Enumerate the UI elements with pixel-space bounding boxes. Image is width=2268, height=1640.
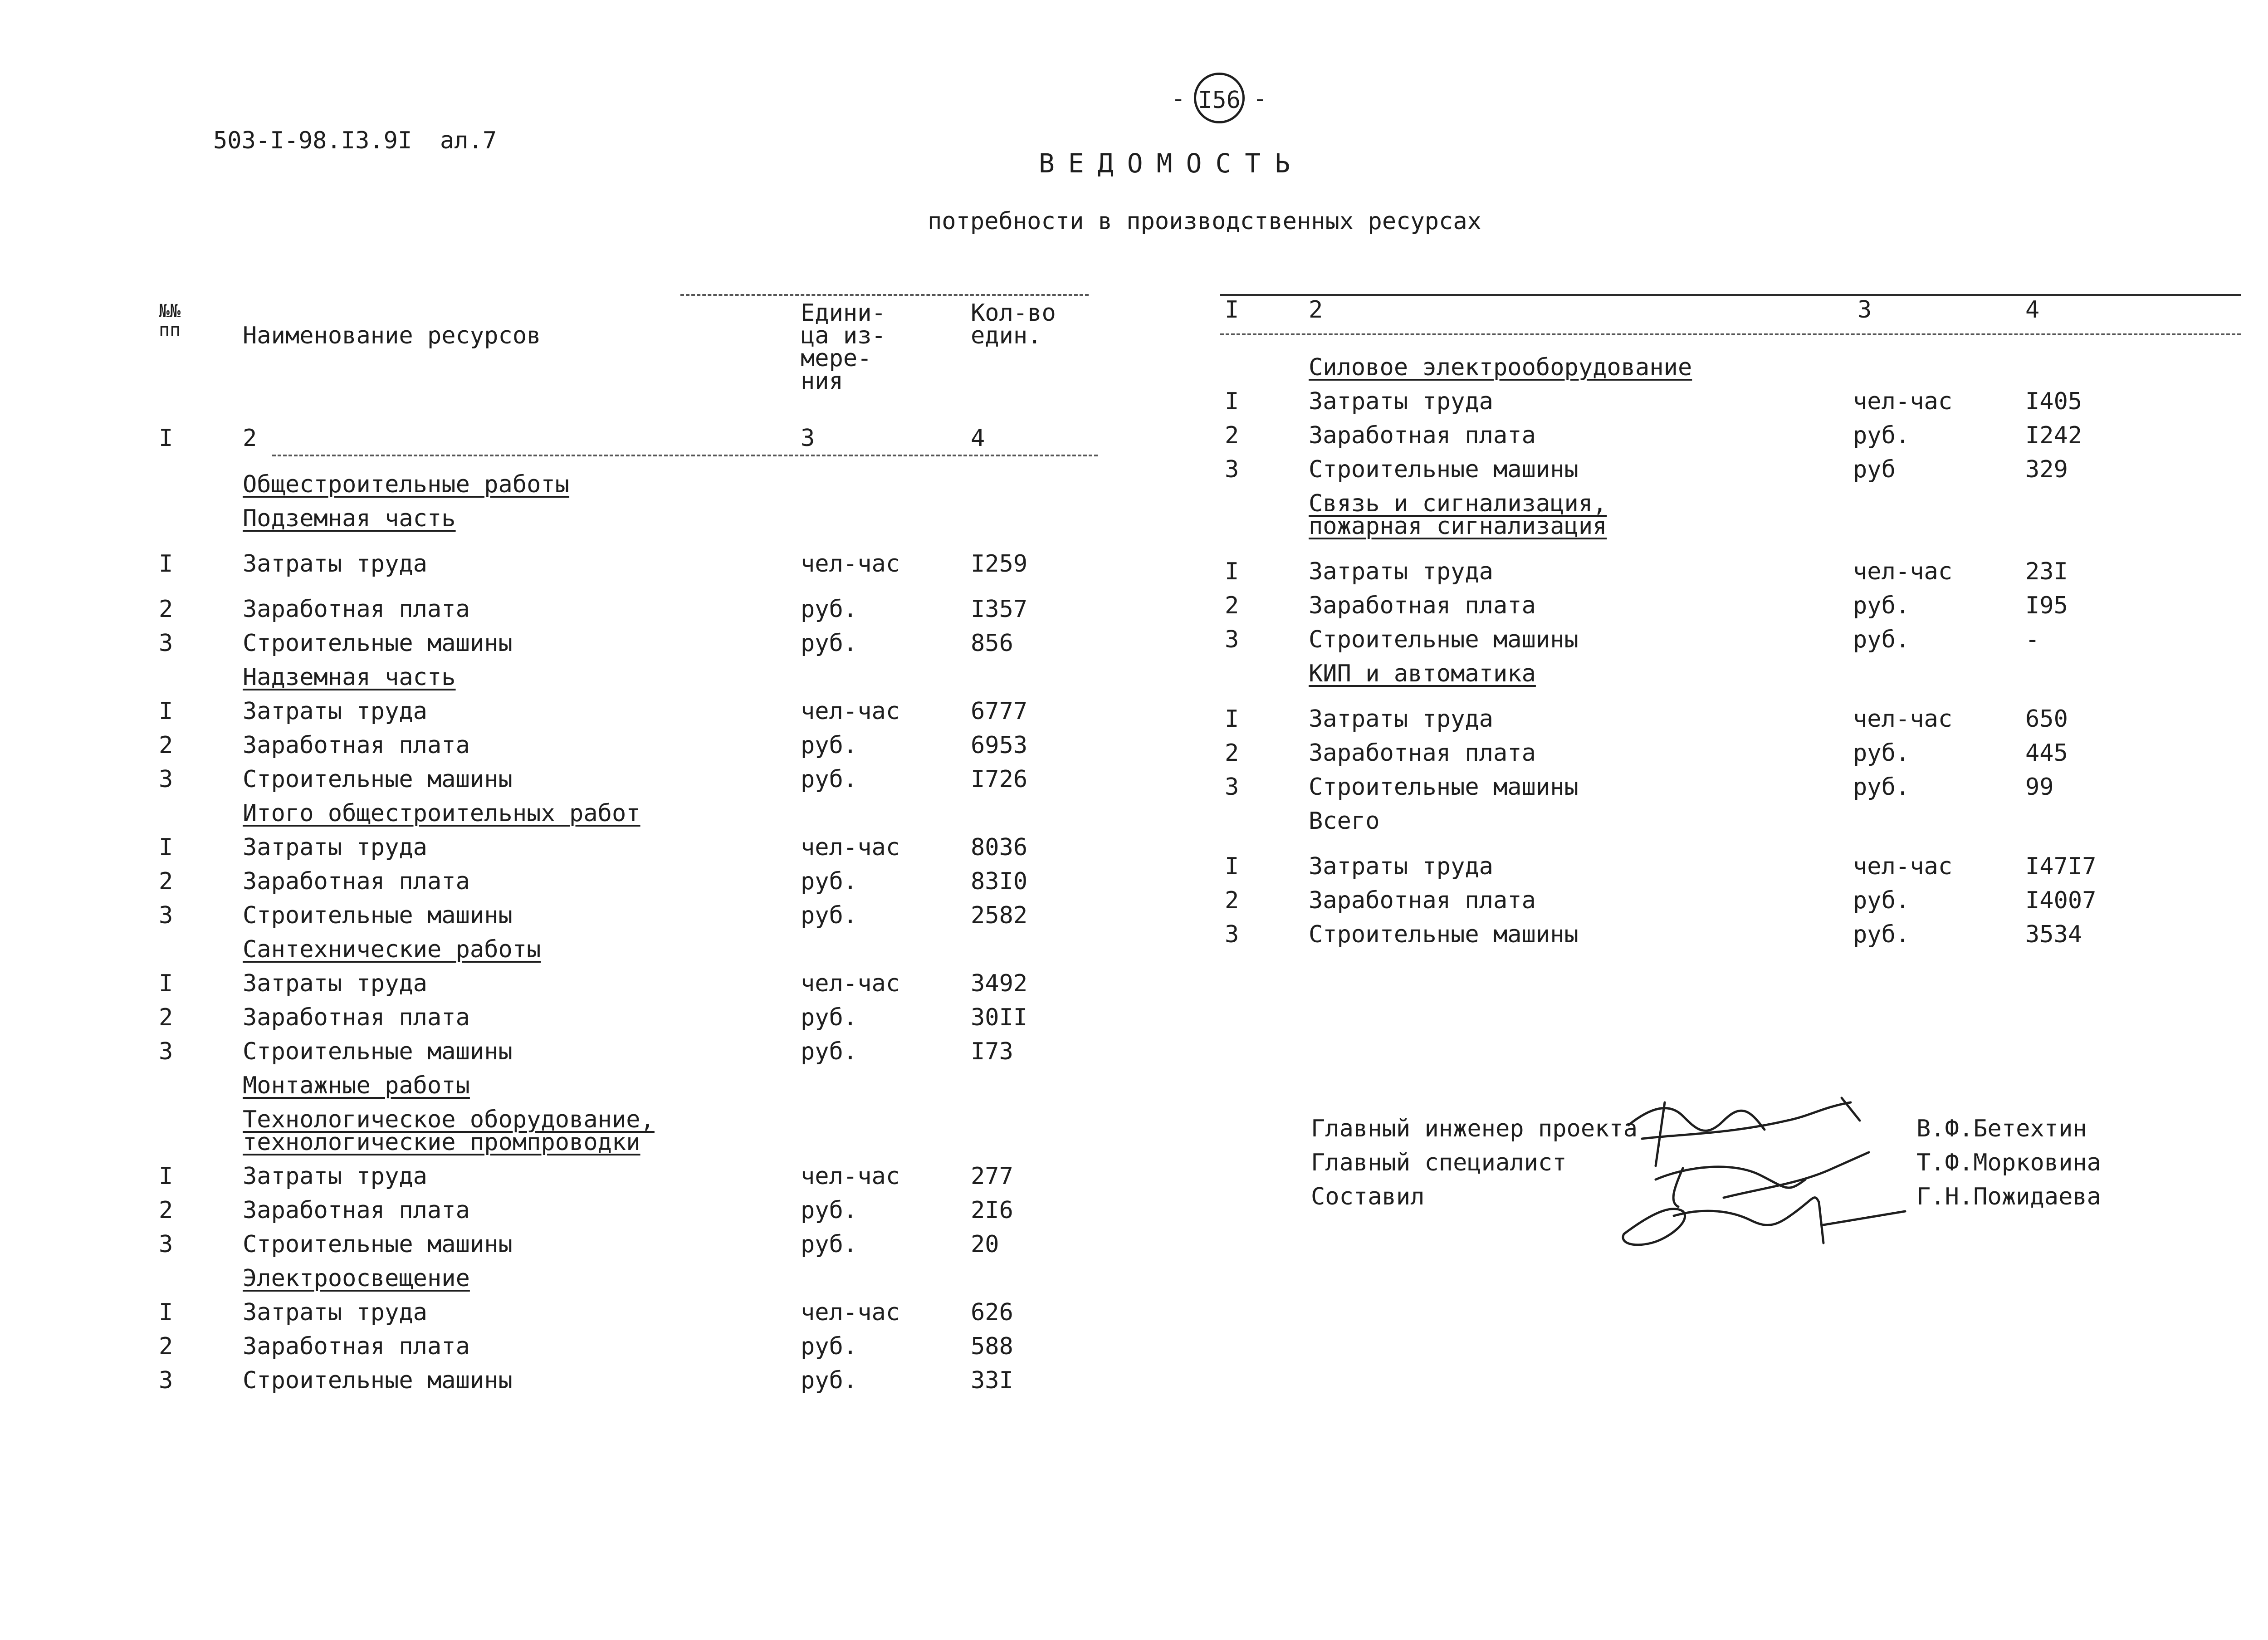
row-number: 3	[159, 1231, 173, 1258]
resource-name: Затраты труда	[243, 834, 427, 861]
row-number: 3	[1225, 921, 1239, 948]
unit-cell: руб.	[801, 1231, 858, 1258]
row-number: 2	[159, 868, 173, 895]
resource-name: Заработная плата	[243, 596, 470, 623]
row-number: 2	[159, 1004, 173, 1031]
signature-name-1: В.Ф.Бетехтин	[1916, 1115, 2087, 1142]
resource-name: Затраты труда	[1309, 705, 1493, 733]
quantity-cell: 2582	[971, 902, 1028, 929]
signature-role-1: Главный инженер проекта	[1311, 1115, 1638, 1142]
signature-role-2: Главный специалист	[1311, 1149, 1567, 1176]
section-heading: технологические промпроводки	[243, 1129, 640, 1156]
resource-name: Заработная плата	[1309, 422, 1536, 449]
right-col-number-4: 4	[2025, 296, 2040, 323]
quantity-cell: 33I	[971, 1367, 1013, 1394]
sheet-label: ал.7	[440, 127, 497, 154]
page-number-dash-left: -	[1171, 85, 1186, 113]
resource-name: Затраты труда	[243, 1299, 427, 1326]
unit-cell: руб.	[801, 1367, 858, 1394]
left-col-number-4: 4	[971, 425, 985, 452]
resource-name: Строительные машины	[1309, 456, 1579, 483]
resource-name: Затраты труда	[243, 698, 427, 725]
unit-cell: руб	[1853, 456, 1896, 483]
quantity-cell: I259	[971, 550, 1028, 578]
unit-cell: чел-час	[1853, 388, 1953, 415]
row-number: 3	[159, 902, 173, 929]
quantity-cell: 277	[971, 1163, 1013, 1190]
row-number: 3	[1225, 626, 1239, 653]
quantity-cell: 23I	[2025, 558, 2068, 585]
row-number: I	[159, 550, 173, 578]
section-heading: пожарная сигнализация	[1309, 513, 1607, 540]
quantity-cell: 83I0	[971, 868, 1028, 895]
row-number: 3	[1225, 456, 1239, 483]
document-title: ВЕДОМОСТЬ	[1039, 148, 1304, 179]
row-number: 2	[1225, 422, 1239, 449]
quantity-cell: 2I6	[971, 1197, 1013, 1224]
section-heading: Силовое электрооборудование	[1309, 354, 1692, 381]
unit-cell: руб.	[801, 1038, 858, 1065]
quantity-cell: 3492	[971, 970, 1028, 997]
left-col-header-num: №№ пп	[159, 301, 181, 341]
resource-name: Затраты труда	[243, 1163, 427, 1190]
unit-cell: чел-час	[801, 550, 900, 578]
document-code: 503-I-98.I3.9I	[213, 127, 412, 154]
row-number: 3	[1225, 773, 1239, 801]
quantity-cell: I73	[971, 1038, 1013, 1065]
row-number: 2	[159, 732, 173, 759]
resource-name: Затраты труда	[243, 550, 427, 578]
resource-name: Строительные машины	[243, 766, 513, 793]
quantity-cell: 30II	[971, 1004, 1028, 1031]
unit-cell: чел-час	[1853, 853, 1953, 880]
resource-name: Строительные машины	[243, 902, 513, 929]
row-number: 3	[159, 1038, 173, 1065]
resource-name: Затраты труда	[1309, 853, 1493, 880]
unit-cell: руб.	[801, 868, 858, 895]
row-number: 2	[159, 1333, 173, 1360]
left-col-header-name: Наименование ресурсов	[243, 322, 541, 349]
unit-cell: чел-час	[801, 1163, 900, 1190]
row-number: I	[159, 1163, 173, 1190]
unit-cell: руб.	[1853, 626, 1910, 653]
quantity-cell: 626	[971, 1299, 1013, 1326]
section-heading: Надземная часть	[243, 664, 456, 691]
left-col-header-qty: Кол-во един.	[971, 299, 1056, 349]
unit-cell: руб.	[801, 766, 858, 793]
resource-name: Строительные машины	[1309, 773, 1579, 801]
row-number: 3	[159, 766, 173, 793]
resource-name: Заработная плата	[243, 1333, 470, 1360]
row-number: I	[159, 834, 173, 861]
quantity-cell: I357	[971, 596, 1028, 623]
unit-cell: чел-час	[801, 970, 900, 997]
left-table-top-rule	[680, 294, 1089, 296]
resource-name: Строительные машины	[243, 1367, 513, 1394]
unit-cell: руб.	[1853, 422, 1910, 449]
section-heading: Сантехнические работы	[243, 936, 541, 963]
resource-name: Затраты труда	[243, 970, 427, 997]
row-number: 2	[1225, 739, 1239, 767]
row-number: 2	[1225, 887, 1239, 914]
unit-cell: руб.	[801, 1333, 858, 1360]
right-table-header-rule	[1220, 333, 2241, 335]
left-col-number-3: 3	[801, 425, 815, 452]
resource-name: Заработная плата	[1309, 887, 1536, 914]
resource-name: Заработная плата	[243, 732, 470, 759]
row-number: 3	[159, 1367, 173, 1394]
quantity-cell: 3534	[2025, 921, 2082, 948]
left-col-number-1: I	[159, 425, 173, 452]
quantity-cell: 445	[2025, 739, 2068, 767]
section-label: Всего	[1309, 808, 1380, 835]
resource-name: Строительные машины	[1309, 626, 1579, 653]
quantity-cell: I242	[2025, 422, 2082, 449]
resource-name: Строительные машины	[243, 1231, 513, 1258]
quantity-cell: 6953	[971, 732, 1028, 759]
quantity-cell: I405	[2025, 388, 2082, 415]
quantity-cell: I47I7	[2025, 853, 2097, 880]
section-heading: КИП и автоматика	[1309, 660, 1536, 687]
resource-name: Заработная плата	[243, 868, 470, 895]
section-heading: Монтажные работы	[243, 1072, 470, 1099]
quantity-cell: 99	[2025, 773, 2054, 801]
signature-name-3: Г.Н.Пожидаева	[1916, 1183, 2101, 1210]
row-number: I	[1225, 705, 1239, 733]
signature-name-2: Т.Ф.Морковина	[1916, 1149, 2101, 1176]
row-number: 2	[159, 1197, 173, 1224]
document-subtitle: потребности в производственных ресурсах	[928, 208, 1481, 235]
row-number: 3	[159, 630, 173, 657]
resource-name: Строительные машины	[1309, 921, 1579, 948]
row-number: I	[159, 970, 173, 997]
row-number: I	[159, 1299, 173, 1326]
handwritten-signatures	[1615, 1089, 1914, 1257]
right-col-number-2: 2	[1309, 296, 1323, 323]
quantity-cell: 6777	[971, 698, 1028, 725]
resource-name: Строительные машины	[243, 630, 513, 657]
resource-name: Затраты труда	[1309, 558, 1493, 585]
resource-name: Заработная плата	[1309, 592, 1536, 619]
unit-cell: чел-час	[801, 698, 900, 725]
quantity-cell: 20	[971, 1231, 999, 1258]
unit-cell: руб.	[801, 1004, 858, 1031]
unit-cell: руб.	[1853, 773, 1910, 801]
resource-name: Строительные машины	[243, 1038, 513, 1065]
page-number-dash-right: -	[1253, 85, 1267, 113]
section-heading: Технологическое оборудование,	[243, 1106, 655, 1133]
unit-cell: руб.	[1853, 592, 1910, 619]
resource-name: Заработная плата	[243, 1004, 470, 1031]
section-heading: Подземная часть	[243, 505, 456, 532]
section-heading: Связь и сигнализация,	[1309, 490, 1607, 517]
quantity-cell: I4007	[2025, 887, 2097, 914]
row-number: I	[1225, 558, 1239, 585]
left-col-header-unit: Едини- ца из- мере- ния	[801, 299, 886, 395]
unit-cell: руб.	[1853, 739, 1910, 767]
unit-cell: руб.	[801, 1197, 858, 1224]
quantity-cell: 8036	[971, 834, 1028, 861]
unit-cell: чел-час	[801, 1299, 900, 1326]
section-heading: Итого общестроительных работ	[243, 800, 640, 827]
row-number: 2	[1225, 592, 1239, 619]
quantity-cell: 588	[971, 1333, 1013, 1360]
right-table-top-rule	[1220, 294, 2241, 296]
unit-cell: чел-час	[801, 834, 900, 861]
unit-cell: руб.	[1853, 887, 1910, 914]
page-number: I56	[1194, 73, 1245, 123]
row-number: I	[159, 698, 173, 725]
quantity-cell: I95	[2025, 592, 2068, 619]
row-number: I	[1225, 853, 1239, 880]
quantity-cell: -	[2025, 626, 2040, 653]
left-col-number-2: 2	[243, 425, 257, 452]
section-heading: Электроосвещение	[243, 1265, 470, 1292]
unit-cell: руб.	[801, 596, 858, 623]
row-number: 2	[159, 596, 173, 623]
unit-cell: руб.	[801, 732, 858, 759]
quantity-cell: 650	[2025, 705, 2068, 733]
right-col-number-3: 3	[1857, 296, 1872, 323]
signature-role-3: Составил	[1311, 1183, 1425, 1210]
resource-name: Заработная плата	[1309, 739, 1536, 767]
section-heading: Общестроительные работы	[243, 471, 570, 498]
resource-name: Затраты труда	[1309, 388, 1493, 415]
unit-cell: руб.	[801, 630, 858, 657]
row-number: I	[1225, 388, 1239, 415]
left-table-header-rule	[272, 455, 1098, 456]
right-col-number-1: I	[1225, 296, 1239, 323]
unit-cell: руб.	[1853, 921, 1910, 948]
unit-cell: чел-час	[1853, 558, 1953, 585]
quantity-cell: I726	[971, 766, 1028, 793]
unit-cell: руб.	[801, 902, 858, 929]
unit-cell: чел-час	[1853, 705, 1953, 733]
quantity-cell: 856	[971, 630, 1013, 657]
quantity-cell: 329	[2025, 456, 2068, 483]
resource-name: Заработная плата	[243, 1197, 470, 1224]
